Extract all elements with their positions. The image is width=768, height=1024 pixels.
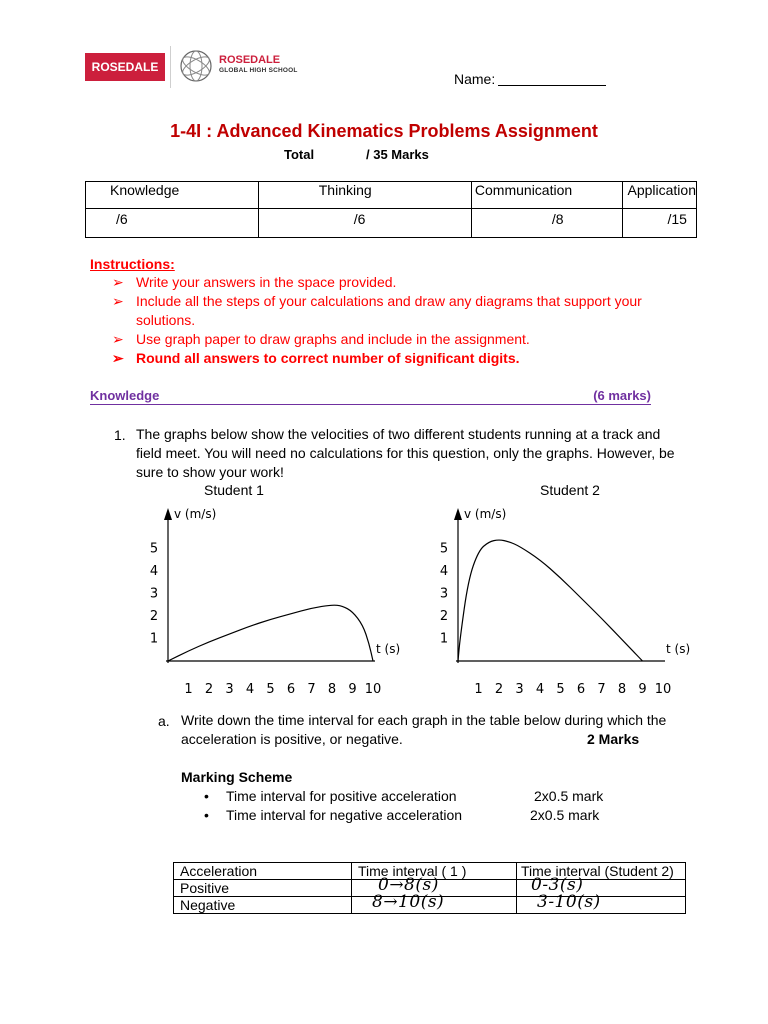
marking-scheme-heading: Marking Scheme [181,769,293,785]
velocity-chart-student-1 [130,500,430,705]
handwritten-answer: 0→8(s) [378,875,439,895]
instruction-text: Round all answers to correct number of significant digits. [136,350,520,366]
x-tick-label: 10 [654,682,672,697]
arrow-bullet-icon: ➢ [112,350,124,366]
instruction-text: Use graph paper to draw graphs and include in the assignment. [136,331,530,347]
handwritten-answer: 3-10(s) [537,892,601,912]
x-tick-label: 5 [556,682,565,697]
y-tick-label: 1 [149,631,159,647]
instruction-item [112,292,672,330]
bullet-icon: • [204,788,209,804]
name-label: Name: [454,71,496,87]
score-header-thinking: Thinking [258,182,471,209]
total-label: Total [284,147,315,162]
x-axis-label: t (s) [666,642,691,656]
score-header-communication: Communication [471,182,622,209]
part-a-text: Write down the time interval for each graph in the table below during which the acceleration is positive, or negative. [181,712,667,747]
score-table-header-row [86,182,697,209]
section-heading [90,388,651,405]
section-marks: (6 marks) [593,388,651,403]
total-marks: / 35 Marks [366,147,429,162]
y-tick-label: 4 [149,564,159,579]
logo-divider [170,46,171,88]
y-tick-label: 4 [439,564,449,579]
accel-cell[interactable] [517,892,686,914]
x-tick-label: 3 [225,682,234,697]
y-axis-arrow-icon [164,508,172,520]
accel-cell[interactable] [352,892,517,914]
score-header-application: Application [622,182,697,209]
marking-scheme-value: 2x0.5 mark [530,807,600,823]
instructions-heading: Instructions: [90,256,175,272]
x-tick-label: 7 [307,682,316,697]
accel-row-label: Negative [174,897,352,914]
assignment-title: 1-4I : Advanced Kinematics Problems Assignment [170,121,598,141]
y-tick-label: 5 [439,541,449,557]
handwritten-answer: 8→10(s) [372,892,445,912]
x-tick-label: 2 [204,682,214,697]
section-title: Knowledge [90,388,160,403]
score-value-thinking: /6 [258,209,471,238]
bullet-icon: • [204,807,209,823]
marking-scheme-text: Time interval for positive acceleration [226,788,457,804]
globe-logo-icon [178,48,214,84]
x-tick-label: 1 [184,682,193,697]
velocity-chart-student-2 [420,500,720,705]
x-tick-label: 1 [474,682,483,697]
x-tick-label: 5 [266,682,275,697]
question-number: 1. [114,427,126,443]
school-name: ROSEDALE [219,54,281,66]
score-table [85,181,697,238]
velocity-line [168,605,373,661]
y-tick-label: 2 [149,609,159,624]
y-tick-label: 5 [149,541,159,557]
rosedale-logo [85,53,165,81]
accel-header-student-2: Time interval (Student 2) [517,863,686,880]
score-value-knowledge: /6 [86,209,259,238]
x-tick-label: 6 [286,682,296,697]
x-axis-label: t (s) [376,642,401,656]
y-axis-arrow-icon [454,508,462,520]
chart-title-student-1: Student 1 [204,482,264,498]
question-text: The graphs below show the velocities of two different students running at a track and field meet. You will need no calculations for this question, only the graphs. However, be sure to show your work! [136,426,675,480]
acceleration-table [173,862,686,914]
x-tick-label: 3 [515,682,524,697]
chart-title-student-2: Student 2 [540,482,600,498]
y-tick-label: 1 [439,631,449,647]
arrow-bullet-icon: ➢ [112,331,124,347]
marking-scheme-item [204,788,457,804]
marking-scheme-item [204,807,463,823]
accel-header-acceleration: Acceleration [174,863,352,880]
instruction-text: Write your answers in the space provided. [136,274,397,290]
arrow-bullet-icon: ➢ [112,293,124,309]
marking-scheme-text: Time interval for negative acceleration [226,807,463,823]
instruction-text: Include all the steps of your calculations and draw any diagrams that support your solutions. [136,293,642,328]
arrow-bullet-icon: ➢ [112,274,124,290]
instruction-item [112,273,672,292]
instruction-item [112,330,672,349]
score-value-application: /15 [622,209,697,238]
x-tick-label: 9 [348,682,357,697]
x-tick-label: 10 [364,682,382,697]
table-row [174,897,686,914]
y-tick-label: 2 [439,609,449,624]
x-tick-label: 9 [638,682,647,697]
marking-scheme-value: 2x0.5 mark [534,788,604,804]
x-tick-label: 7 [597,682,606,697]
score-header-knowledge: Knowledge [86,182,259,209]
score-table-value-row [86,209,697,238]
y-axis-label: v (m/s) [464,507,507,521]
x-tick-label: 4 [245,682,255,697]
instruction-item [112,349,672,368]
part-a-label: a. [158,713,170,729]
x-tick-label: 8 [617,682,627,697]
score-value-communication: /8 [471,209,622,238]
x-tick-label: 8 [327,682,337,697]
logo-text: ROSEDALE [91,60,159,74]
accel-header-student-1: Time interval ( 1 ) [352,863,517,880]
accel-row-label: Positive [174,880,352,897]
school-subtitle: GLOBAL HIGH SCHOOL [219,67,298,74]
x-tick-label: 2 [494,682,504,697]
y-tick-label: 3 [439,586,449,602]
part-a-marks: 2 Marks [587,731,640,747]
name-field[interactable] [498,85,606,86]
y-axis-label: v (m/s) [174,507,217,521]
velocity-line [458,540,643,661]
x-tick-label: 4 [535,682,545,697]
y-tick-label: 3 [149,586,159,602]
x-tick-label: 6 [576,682,586,697]
handwritten-answer: 0-3(s) [531,875,584,895]
